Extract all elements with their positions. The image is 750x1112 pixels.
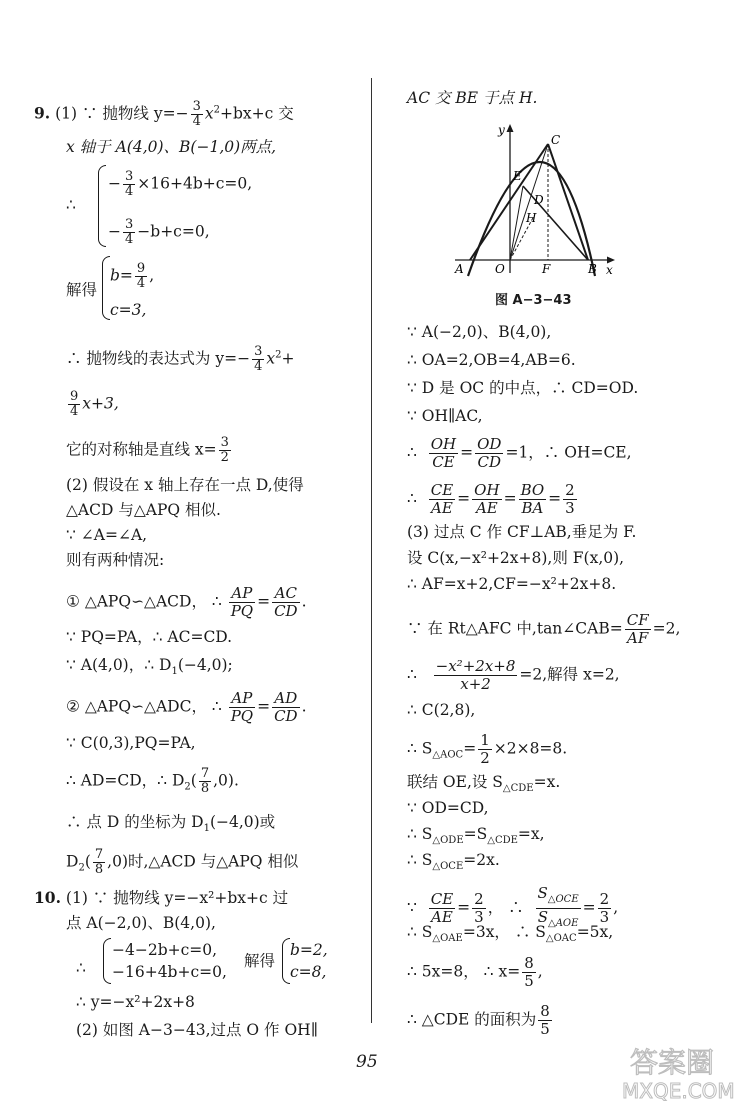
solution-b: b= $\frac{9}{4}$ ,: [110, 261, 155, 291]
od-cd-line: ∵ OD=CD,: [407, 799, 489, 817]
point-d-line: ∴ 点 D 的坐标为 $D_1(-4,0)$或: [66, 813, 276, 835]
label-x: x: [606, 263, 613, 277]
system1-eq2: − $\frac{3}{4}$ −b+c=0,: [108, 217, 210, 247]
solve-x-line: ∴ $\frac{\text{−x²+2x+8}}{x+2}$ =2,解得 x=2,: [407, 657, 620, 693]
tan-line: ∵ 在 Rt△AFC 中,tan∠CAB= $\frac{CF}{AF}$ =2,: [407, 611, 681, 647]
label-h: H: [526, 211, 537, 225]
symmetry-axis: 它的对称轴是直线 x= $\frac{3}{2}$: [66, 435, 229, 465]
right-ratio2: ∴ $\frac{CE}{AE}$ = $\frac{OH}{AE}$ = $\frac{BO}{BA}$ = $\frac{2}{3}$: [407, 481, 575, 517]
label-c: C: [551, 133, 561, 147]
solution-c: c=3,: [110, 301, 147, 319]
case1-pq: ∵ PQ=PA，∴ AC=CD.: [66, 628, 233, 646]
y-arrow: [507, 124, 514, 132]
solve-label: 解得: [66, 281, 98, 299]
part3-line3: ∴ AF=x+2,CF=−x²+2x+8.: [407, 575, 617, 593]
cde-area-result: ∴ △CDE 的面积为 $\frac{8}{5}$: [407, 1002, 550, 1038]
q10-yexpr: ∴ y=−x²+2x+8: [76, 993, 195, 1011]
area-aoc-line: ∴ $S_{\triangle AOC}=$ $\frac{1}{2}$ ×2×8=8.: [407, 731, 568, 767]
solve-label-2: 解得: [244, 952, 276, 970]
area-oce-line: ∴ $S_{\triangle OCE}=2x$.: [407, 851, 500, 873]
label-f: F: [542, 262, 551, 276]
system2-eq1: −4−2b+c=0,: [112, 941, 218, 959]
solve-x-area: ∴ 5x=8， ∴ x= $\frac{8}{5}$ ,: [407, 954, 543, 990]
system-brace: [98, 165, 106, 247]
case1-d1: ∵ A(4,0)，∴ $D_1(-4,0)$;: [66, 656, 233, 678]
q10-part2: (2) 如图 A−3−43,过点 O 作 OH∥: [76, 1021, 318, 1039]
page-number: 95: [356, 1052, 378, 1072]
point-d2-line: $D_2$( $\frac{7}{8}$ ,0)时,△ACD 与△APQ 相似: [66, 847, 299, 877]
case2-line: ② △APQ∽△ADC， ∴ $\frac{AP}{PQ}$ = $\frac{AD}{CD}$ .: [66, 689, 307, 725]
part2-line4: 则有两种情况:: [66, 551, 165, 569]
solution2-brace: [282, 938, 290, 984]
q9-line1: 9. (1) ∵ 抛物线 y=− $\frac{3}{4}$ $x^2+bx+c$ 交: [34, 99, 294, 129]
area-oae-line: ∴ $S_{\triangle OAE}=3x$， ∴ $S_{\triangle OAC}=5x$,: [407, 923, 614, 945]
case2-c: ∵ C(0,3),PQ=PA,: [66, 734, 196, 752]
label-o: O: [495, 262, 505, 276]
solution2-c: c=8,: [290, 963, 327, 981]
right-ratio1: ∴ $\frac{OH}{CE}$ = $\frac{OD}{CD}$ =1，∴ OH=CE,: [407, 435, 632, 471]
label-a: A: [455, 262, 464, 276]
system1-eq1: − $\frac{3}{4}$ ×16+4b+c=0,: [108, 169, 253, 199]
solution2-b: b=2,: [290, 941, 328, 959]
case1-line: ① △APQ∽△ACD， ∴ $\frac{AP}{PQ}$ = $\frac{AC}{CD}$ .: [66, 584, 307, 620]
figure-caption: 图 A−3−43: [495, 293, 572, 308]
part2-line3: ∵ ∠A=∠A,: [66, 526, 148, 544]
right-line4: ∵ OH∥AC,: [407, 407, 483, 425]
label-y: y: [498, 123, 505, 137]
part2-line1: (2) 假设在 x 轴上存在一点 D,使得: [66, 476, 304, 494]
q10-line1: 10. (1) ∵ 抛物线 y=−x²+bx+c 过: [34, 888, 289, 907]
part3-line1: (3) 过点 C 作 CF⊥AB,垂足为 F.: [407, 523, 637, 541]
right-line3: ∵ D 是 OC 的中点，∴ CD=OD.: [407, 379, 639, 397]
therefore-symbol: ∴: [66, 196, 76, 214]
right-line1: ∵ A(−2,0)、B(4,0),: [407, 323, 552, 341]
part3-line2: 设 C(x,−x²+2x+8),则 F(x,0),: [407, 549, 625, 567]
expression-line2: $\frac{9}{4}$ x+3,: [70, 389, 119, 419]
segment-cb: [548, 144, 588, 260]
therefore-symbol-2: ∴: [76, 959, 86, 977]
ratio-area-line: ∵ $\frac{CE}{AE}$ = $\frac{2}{3}$ ， ∴ $\frac{S_{\triangle OCE}}{S_{\triangle AOE}}$ = $\frac{2}{3}$ ,: [407, 884, 619, 929]
system2-eq2: −16+4b+c=0,: [112, 963, 227, 981]
label-d: D: [534, 193, 544, 207]
svg-text:MXQE.COM: MXQE.COM: [622, 1079, 735, 1103]
right-top-line: AC 交 BE 于点 H.: [407, 89, 538, 107]
area-ode-line: ∴ $S_{\triangle ODE}=S_{\triangle CDE}=x$,: [407, 825, 545, 847]
system2-brace: [103, 938, 111, 984]
q9-line2: x 轴于 A(4,0)、B(−1,0)两点,: [66, 138, 277, 156]
case2-d2: ∴ AD=CD，∴ $D_2$( $\frac{7}{8}$ ,0).: [66, 766, 239, 796]
column-divider: [371, 78, 372, 1023]
parabola-figure: [440, 118, 620, 278]
watermark-logo: [610, 1038, 740, 1104]
solution-brace: [102, 256, 110, 320]
q10-line2: 点 A(−2,0)、B(4,0),: [66, 914, 216, 932]
expression-line: ∴ 抛物线的表达式为 y=− $\frac{3}{4}$ $x^2+$: [66, 344, 295, 374]
right-line2: ∴ OA=2,OB=4,AB=6.: [407, 351, 576, 369]
connect-oe-line: 联结 OE,设 $S_{\triangle CDE}=x$.: [407, 773, 561, 795]
part2-line2: △ACD 与△APQ 相似.: [66, 501, 221, 519]
c-point-line: ∴ C(2,8),: [407, 701, 476, 719]
label-e: E: [513, 169, 522, 183]
svg-text:答案圈: 答案圈: [630, 1046, 715, 1079]
label-b: B: [588, 262, 597, 276]
